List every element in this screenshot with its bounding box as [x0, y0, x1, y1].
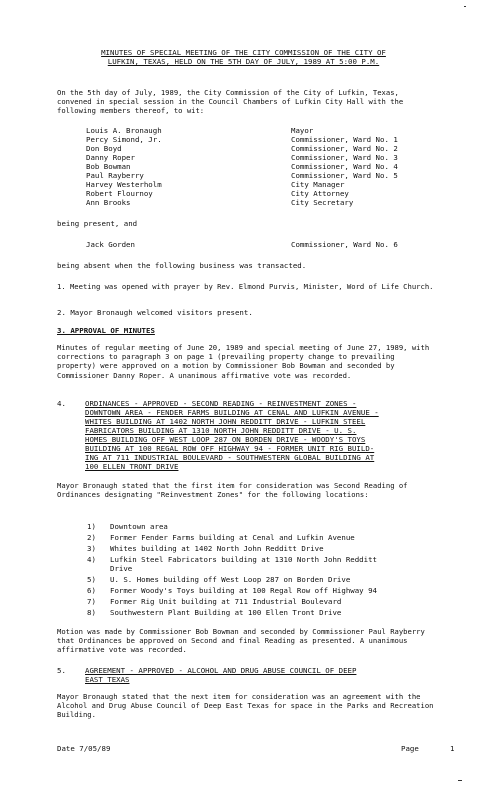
item-4-heading-line: ING AT 711 INDUSTRIAL BOULEVARD - SOUTHWESTERN GLOBAL BUILDING AT	[85, 453, 375, 462]
item-3-heading: 3. APPROVAL OF MINUTES	[57, 326, 155, 335]
absent-member-name: Jack Gorden	[86, 240, 135, 249]
absent-member-title: Commissioner, Ward No. 6	[291, 240, 398, 249]
location-number: 6)	[87, 586, 96, 595]
member-title: City Manager	[291, 180, 345, 189]
location-number: 8)	[87, 608, 96, 617]
member-name: Ann Brooks	[86, 198, 131, 207]
item-4-heading-line: 100 ELLEN TRONT DRIVE	[85, 462, 179, 471]
location-text: Southwestern Plant Building at 100 Ellen Tront Drive	[110, 608, 342, 617]
item-4-heading-line: BUILDING AT 100 REGAL ROW OFF HIGHWAY 94 - FORMER UNIT RIG BUILD-	[85, 444, 375, 453]
member-title: Commissioner, Ward No. 4	[291, 162, 398, 171]
location-text: Former Woody's Toys building at 100 Regal Row off Highway 94	[110, 586, 377, 595]
item-4-number: 4.	[57, 399, 66, 408]
member-name: Don Boyd	[86, 144, 122, 153]
footer-date: Date 7/05/89	[57, 744, 111, 753]
intro-paragraph: On the 5th day of July, 1989, the City Commission of the City of Lufkin, Texas, convened in special session in the Council Chambers of Lufkin City Hall with the following members thereof, to wit:	[57, 88, 404, 116]
location-text: Former Rig Unit building at 711 Industrial Boulevard	[110, 597, 342, 606]
location-number: 3)	[87, 544, 96, 553]
member-name: Robert Flournoy	[86, 189, 153, 198]
location-number: 5)	[87, 575, 96, 584]
location-text: U. S. Homes building off West Loop 287 on Borden Drive	[110, 575, 351, 584]
item-4-heading-line: HOMES BUILDING OFF WEST LOOP 287 ON BORDEN DRIVE - WOODY'S TOYS	[85, 435, 366, 444]
footer-page-number: 1	[450, 744, 455, 753]
item-3-minutes-approval: Minutes of regular meeting of June 20, 1989 and special meeting of June 27, 1989, with corrections to paragraph 3 on page 1 (prevailing property change to prevailing property) were approved on a motion by Commissioner Bob Bowman and seconded by Commissioner Danny Roper. A unanimous affirmative vote was recorded.	[57, 343, 430, 380]
item-4-body: Mayor Bronaugh stated that the first item for consideration was Second Reading of Ordinances designating "Reinvestment Zones" for the following locations:	[57, 481, 408, 500]
scan-mark	[458, 780, 462, 781]
item-4-heading-line: FABRICATORS BUILDING AT 1310 NORTH JOHN REDDITT DRIVE - U. S.	[85, 426, 357, 435]
item-1-prayer: 1. Meeting was opened with prayer by Rev. Elmond Purvis, Minister, Word of Life Church.	[57, 282, 434, 291]
member-title: Commissioner, Ward No. 3	[291, 153, 398, 162]
location-number: 7)	[87, 597, 96, 606]
member-name: Paul Rayberry	[86, 171, 144, 180]
location-text: Downtown area	[110, 522, 168, 531]
item-4-heading-line: WHITES BUILDING AT 1402 NORTH JOHN REDDITT DRIVE - LUFKIN STEEL	[85, 417, 366, 426]
footer-page-label: Page	[401, 744, 419, 753]
member-title: Mayor	[291, 126, 314, 135]
location-text: Drive	[110, 564, 133, 573]
location-number: 2)	[87, 533, 96, 542]
location-text: Former Fender Farms building at Cenal and Lufkin Avenue	[110, 533, 355, 542]
member-name: Harvey Westerholm	[86, 180, 162, 189]
item-5-heading-line: AGREEMENT - APPROVED - ALCOHOL AND DRUG ABUSE COUNCIL OF DEEP	[85, 666, 357, 675]
scan-mark	[464, 6, 466, 7]
item-4-motion: Motion was made by Commissioner Bob Bowman and seconded by Commissioner Paul Rayberry that Ordinances be approved on Second and final Reading as presented. A unanimous affirmative vote was recorded.	[57, 627, 425, 655]
member-name: Louis A. Bronaugh	[86, 126, 162, 135]
member-name: Bob Bowman	[86, 162, 131, 171]
minutes-title-line-1: MINUTES OF SPECIAL MEETING OF THE CITY COMMISSION OF THE CITY OF	[101, 48, 386, 57]
item-5-heading-line: EAST TEXAS	[85, 675, 130, 684]
item-5-number: 5.	[57, 666, 66, 675]
member-name: Danny Roper	[86, 153, 135, 162]
member-title: Commissioner, Ward No. 1	[291, 135, 398, 144]
item-2-welcome: 2. Mayor Bronaugh welcomed visitors present.	[57, 308, 253, 317]
member-title: Commissioner, Ward No. 5	[291, 171, 398, 180]
item-4-heading-line: ORDINANCES - APPROVED - SECOND READING - REINVESTMENT ZONES -	[85, 399, 357, 408]
item-5-body: Mayor Bronaugh stated that the next item for consideration was an agreement with the Alcohol and Drug Abuse Council of Deep East Texas for space in the Parks and Recreation Building.	[57, 692, 434, 720]
member-title: City Attorney	[291, 189, 349, 198]
absent-note: being absent when the following business was transacted.	[57, 261, 307, 270]
item-4-heading-line: DOWNTOWN AREA - FENDER FARMS BUILDING AT CENAL AND LUFKIN AVENUE -	[85, 408, 379, 417]
member-name: Percy Simond, Jr.	[86, 135, 162, 144]
location-text: Lufkin Steel Fabricators building at 1310 North John Redditt	[110, 555, 377, 564]
location-text: Whites building at 1402 North John Redditt Drive	[110, 544, 324, 553]
minutes-title-line-2: LUFKIN, TEXAS, HELD ON THE 5TH DAY OF JULY, 1989 AT 5:00 P.M.	[107, 57, 380, 66]
location-number: 1)	[87, 522, 96, 531]
being-present-line: being present, and	[57, 219, 138, 228]
member-title: Commissioner, Ward No. 2	[291, 144, 398, 153]
location-number: 4)	[87, 555, 96, 564]
member-title: City Secretary	[291, 198, 354, 207]
